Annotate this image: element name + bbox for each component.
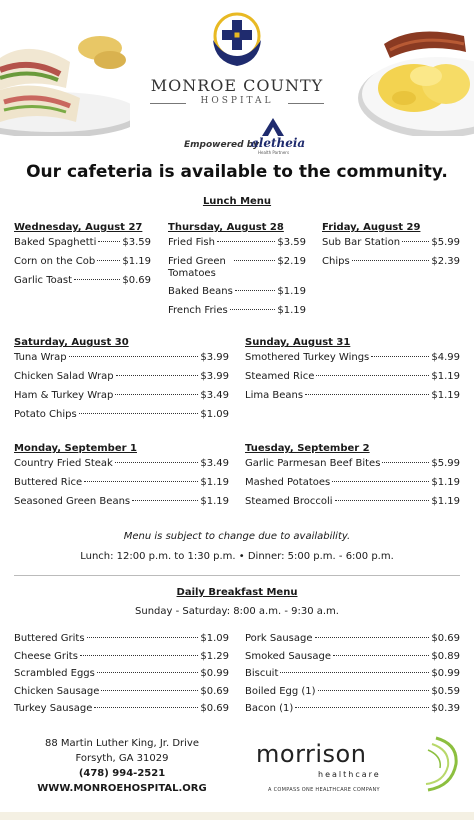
menu-item: Fried Fish $3.59	[168, 237, 306, 248]
day-heading: Friday, August 29	[322, 222, 421, 233]
day-heading: Saturday, August 30	[14, 337, 129, 348]
menu-item: Bacon (1) $0.39	[245, 703, 460, 714]
website-link[interactable]: WWW.MONROEHOSPITAL.ORG	[37, 783, 207, 794]
menu-item: Fried Green Tomatoes $2.19	[168, 256, 306, 279]
lunch-menu-title: Lunch Menu	[202, 196, 272, 207]
menu-item: Smothered Turkey Wings $4.99	[245, 352, 460, 363]
menu-item: Cheese Grits $1.29	[14, 650, 229, 662]
vendor-subtitle: healthcare	[318, 770, 381, 779]
menu-item: Turkey Sausage $0.69	[14, 703, 229, 714]
menu-item: Ham & Turkey Wrap $3.49	[14, 390, 229, 401]
day-heading: Tuesday, September 2	[245, 443, 370, 454]
menu-item: Lima Beans $1.19	[245, 390, 460, 401]
menu-item: Seasoned Green Beans $1.19	[14, 496, 229, 507]
lunch-dinner-hours: Lunch: 12:00 p.m. to 1:30 p.m. • Dinner: 5:00 p.m. - 6:00 p.m.	[80, 551, 394, 562]
address-line-1: 88 Martin Luther King, Jr. Drive	[45, 738, 199, 749]
menu-item: French Fries $1.19	[168, 305, 306, 316]
vendor-tagline: A COMPASS ONE HEALTHCARE COMPANY	[268, 787, 380, 793]
menu-item: Country Fried Steak $3.49	[14, 458, 229, 469]
breakfast-hours: Sunday - Saturday: 8:00 a.m. - 9:30 a.m.	[135, 606, 339, 617]
menu-item: Baked Beans $1.19	[168, 286, 306, 297]
breakfast-right-list	[245, 633, 460, 721]
menu-item: Steamed Rice $1.19	[245, 371, 460, 382]
address-line-2: Forsyth, GA 31029	[75, 753, 169, 764]
aletheia-mark-icon	[262, 118, 284, 136]
menu-item: Pork Sausage $0.69	[245, 633, 460, 644]
headline: Our cafeteria is available to the community.	[26, 162, 448, 182]
breakfast-menu-title: Daily Breakfast Menu	[176, 587, 298, 598]
contact-block	[22, 736, 222, 796]
menu-item: Chicken Sausage $0.69	[14, 685, 229, 697]
phone-number[interactable]: (478) 994-2521	[78, 768, 166, 779]
day-heading: Monday, September 1	[14, 443, 137, 454]
menu-item: Garlic Toast $0.69	[14, 275, 151, 286]
partner-logo-text: aletheia	[251, 136, 306, 150]
hospital-name: MONROE COUNTY	[150, 76, 324, 95]
bottom-band	[0, 812, 474, 820]
hospital-hands-cross-icon	[205, 6, 269, 70]
menu-day-tuesday	[245, 443, 460, 515]
menu-item: Chicken Salad Wrap $3.99	[14, 371, 229, 382]
menu-day-friday	[322, 222, 460, 275]
hospital-subtitle: HOSPITAL	[200, 96, 274, 106]
change-note: Menu is subject to change due to availability.	[123, 531, 351, 542]
partner-subtitle: Health Partners	[258, 150, 290, 155]
menu-item: Garlic Parmesan Beef Bites $5.99	[245, 458, 460, 469]
menu-item: Mashed Potatoes $1.19	[245, 477, 460, 488]
menu-item: Sub Bar Station $5.99	[322, 237, 460, 248]
menu-day-saturday	[14, 337, 229, 428]
menu-item: Buttered Grits $1.09	[14, 633, 229, 644]
menu-item: Baked Spaghetti $3.59	[14, 237, 151, 248]
menu-item: Buttered Rice $1.19	[14, 477, 229, 488]
menu-item: Scrambled Eggs $0.99	[14, 668, 229, 679]
empowered-by-label: Empowered by:	[184, 140, 263, 150]
menu-item: Chips $2.39	[322, 256, 460, 267]
menu-item: Boiled Egg (1) $0.59	[245, 685, 460, 697]
menu-item: Smoked Sausage $0.89	[245, 650, 460, 662]
menu-item: Potato Chips $1.09	[14, 409, 229, 420]
day-heading: Wednesday, August 27	[14, 222, 143, 233]
menu-item: Biscuit $0.99	[245, 668, 460, 679]
menu-day-sunday	[245, 337, 460, 409]
menu-day-wednesday	[14, 222, 151, 294]
divider	[14, 575, 460, 576]
day-heading: Thursday, August 28	[168, 222, 284, 233]
menu-item: Steamed Broccoli $1.19	[245, 496, 460, 507]
menu-item: Corn on the Cob $1.19	[14, 256, 151, 267]
breakfast-left-list	[14, 633, 229, 721]
day-heading: Sunday, August 31	[245, 337, 351, 348]
menu-item: Tuna Wrap $3.99	[14, 352, 229, 363]
menu-day-thursday	[168, 222, 306, 324]
menu-day-monday	[14, 443, 229, 515]
vendor-logo-text: morrison	[256, 740, 367, 768]
